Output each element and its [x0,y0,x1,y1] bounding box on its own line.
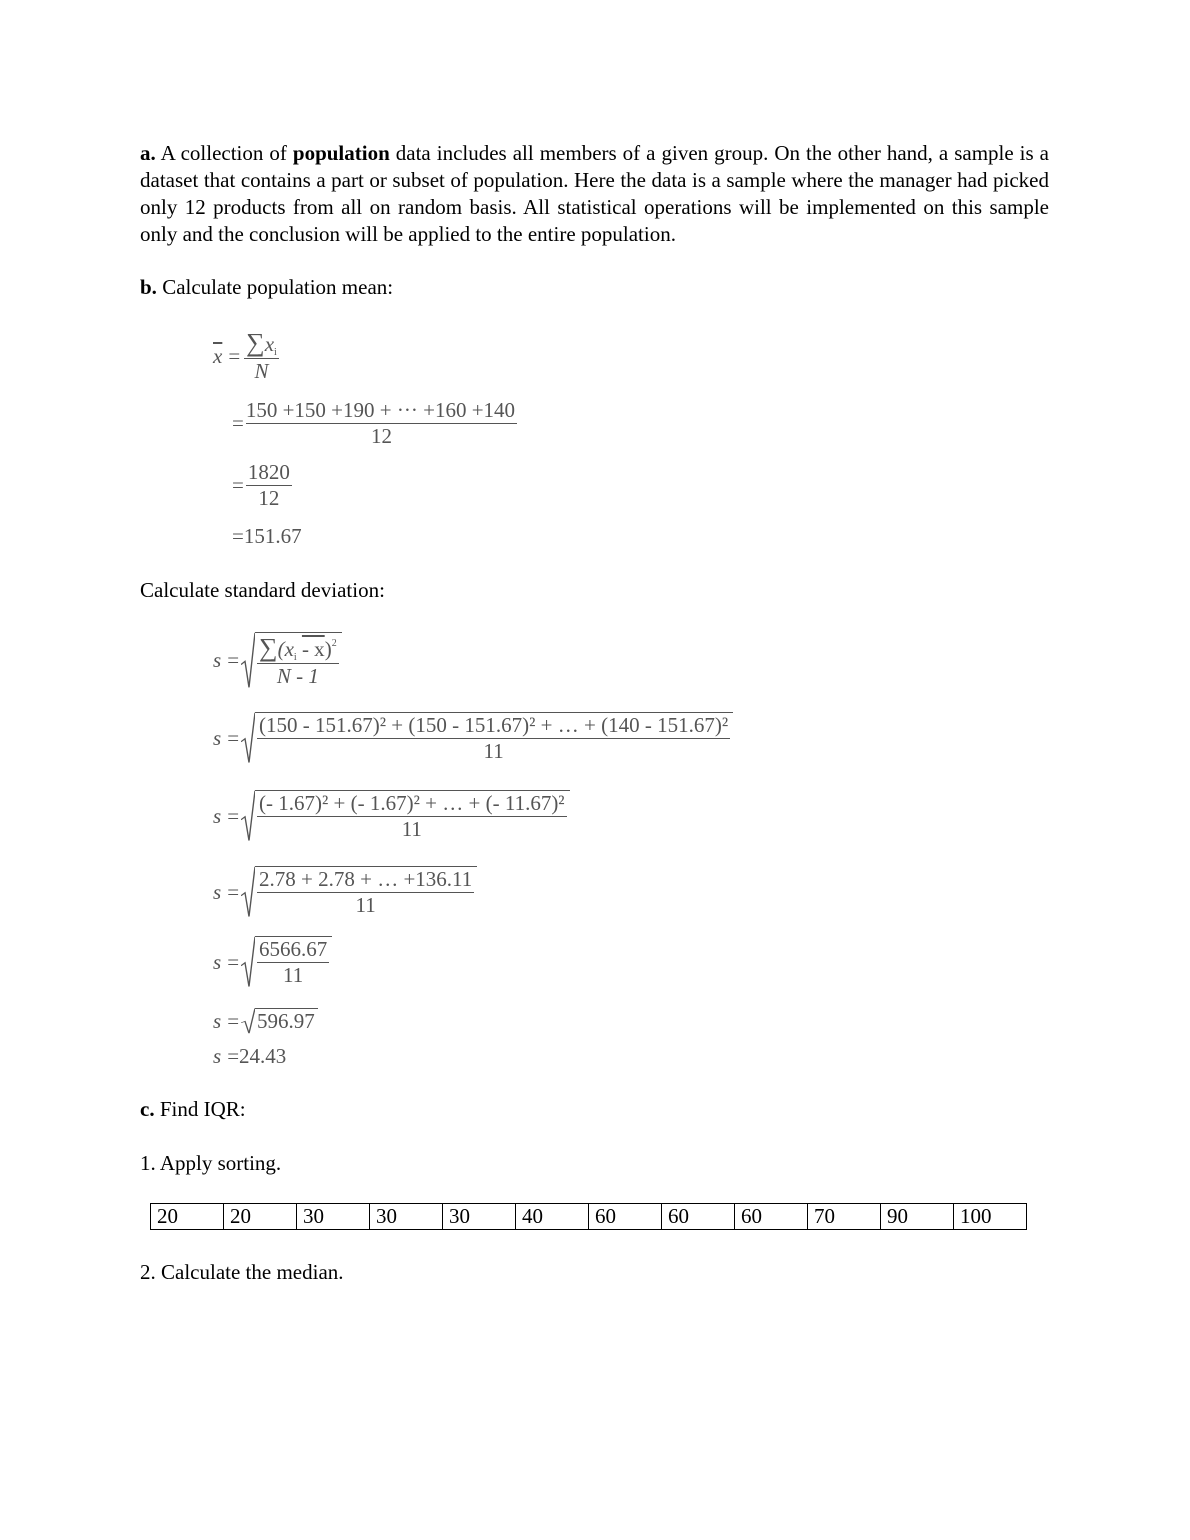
mean-definition: $\overline{x}$ = $\frac{\sum x_i}{N}$ [213,328,277,383]
sd-step-2: s = $\frac{\text{(- 1.67)² + (- 1.67)² + … + (- 11.67)²}}{11}$ [213,790,570,842]
sd-step-3-denominator: 11 [355,893,376,917]
mean-step-1-numerator: 150 +150 +190 + ··· +160 +140 [245,398,516,422]
N-symbol: N [254,359,269,383]
step-median: 2. Calculate the median. [140,1260,344,1284]
section-a-text-2: data includes all members of a given group. On the other hand, a sample is a dataset that contains a part or subset of population. Here the data is a sample where the manager had picked only 12 products from all on random basis. All statistical operations will be implemented on this sample only and the conclusion will be applied to the entire population. [140,141,1050,246]
mean-step-2-numerator: 1820 [247,460,290,484]
table-row [151,1204,1027,1230]
mean-result: =151.67 [232,524,302,548]
xbar-symbol: $\overline{x}$ [213,343,223,368]
mean-fraction: $\frac{\sum x_i}{N}$ [246,328,277,383]
mean-step-1: = $\frac{150 +150 +190 + \cdot\cdot\cdot +160 +140}{12}$ [232,398,516,448]
sd-step-4: s = $\frac{6566.67}{11}$ [213,936,332,988]
sd-result-value: =24.43 [227,1044,287,1068]
table-cell: 20 [224,1204,297,1230]
sd-result: s =24.43 [213,1044,287,1068]
step-sorting: 1. Apply sorting. [140,1151,282,1175]
sqrt-symbol [241,632,255,689]
sd-step-2-numerator: (- 1.67)² + (- 1.67)² + … + (- 11.67)² [259,791,565,815]
population-term: population [292,141,390,165]
table-cell: 60 [589,1204,662,1230]
sd-variance-value: 596.97 [255,1008,318,1034]
mean-step-1-denominator: 12 [370,424,392,448]
sd-step-5: s = 596.97 [213,1008,318,1034]
mean-step-2-denominator: 12 [258,486,280,510]
section-a-label: a. [140,141,156,165]
sd-definition: s = $\frac{\sum(x_i - x)^2}{N - 1}$ [213,632,342,689]
table-cell: 20 [151,1204,224,1230]
table-cell: 30 [370,1204,443,1230]
sd-heading: Calculate standard deviation: [140,578,385,602]
sd-step-1-numerator: (150 - 151.67)² + (150 - 151.67)² + … + (140 - 151.67)² [259,713,729,737]
section-c-heading [140,1096,1049,1123]
sd-step-4-numerator: 6566.67 [259,937,328,961]
sd-step-2-denominator: 11 [401,817,422,841]
table-cell: 30 [297,1204,370,1230]
sd-step-3: s = $\frac{2.78 + 2.78 + \dots +136.11}{11}$ [213,866,477,918]
sd-step-4-denominator: 11 [283,963,304,987]
section-a-paragraph [140,140,1049,248]
section-a-text-1: A collection of [160,141,287,165]
section-b-label: b. [140,275,157,299]
sd-step-1: s = $\frac{\text{(150 - 151.67)² + (150 - 151.67)² + … + (140 - 151.67)²}}{11}$ [213,712,733,764]
sigma-symbol: ∑ [246,328,265,357]
table-cell: 60 [735,1204,808,1230]
mean-heading: Calculate population mean: [162,275,394,299]
table-cell: 60 [662,1204,735,1230]
section-c-label: c. [140,1097,155,1121]
table-cell: 90 [881,1204,954,1230]
sd-step-1-denominator: 11 [483,739,504,763]
table-cell: 100 [954,1204,1027,1230]
section-b-heading [140,274,1049,301]
mean-step-2: = $\frac{1820}{12}$ [232,460,290,510]
sorted-values-table [150,1203,1027,1230]
table-cell: 40 [516,1204,589,1230]
iqr-heading: Find IQR: [159,1097,246,1121]
table-cell: 70 [808,1204,881,1230]
sd-step-3-numerator: 2.78 + 2.78 + … +136.11 [259,867,473,891]
table-cell: 30 [443,1204,516,1230]
